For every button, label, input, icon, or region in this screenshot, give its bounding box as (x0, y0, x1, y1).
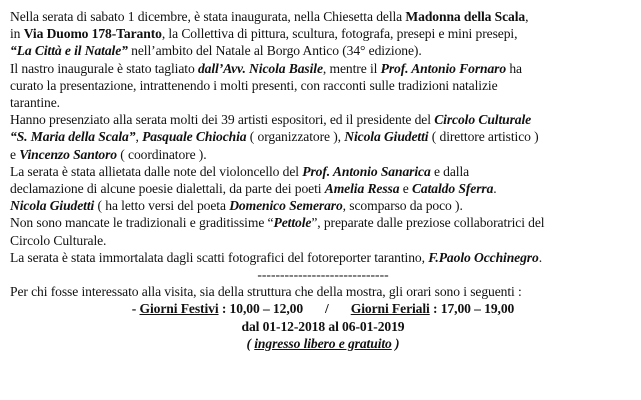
text-run: Il nastro inaugurale è stato tagliato (10, 60, 198, 76)
text-line (10, 128, 636, 145)
text-run: La serata è stata immortalata dagli scatti fotografici del fotoreporter tarantino, (10, 249, 429, 265)
exhibition-title: “La Città e il Natale” (10, 43, 128, 59)
opening-hours (10, 300, 636, 317)
weekdays-hours: : 17,00 – 19,00 (429, 301, 515, 317)
organization-name: “S. Maria della Scala” (10, 129, 136, 145)
visit-intro: Per chi fosse interessato alla visita, sia della struttura che della mostra, gli orari sono i seguenti : (10, 284, 522, 300)
text-line (10, 180, 636, 197)
text-line (10, 249, 636, 266)
text-run: ”, preparate dalle preziose collaboratrici del (311, 215, 545, 231)
text-run: Nella serata di sabato 1 dicembre, è stata inaugurata, nella Chiesetta della (10, 9, 406, 24)
text-run: ( ha letto versi del poeta (94, 198, 230, 214)
entry-note (10, 335, 636, 352)
holidays-hours: : 10,00 – 12,00 (218, 301, 304, 317)
text-run: e (10, 146, 20, 162)
person-name: Amelia Ressa (324, 181, 400, 197)
text-line (10, 146, 636, 163)
venue-address: Via Duomo 178-Taranto (23, 26, 162, 42)
text-line (10, 25, 636, 42)
text-line: Circolo Culturale. (10, 232, 107, 248)
person-name: Nicola Giudetti (10, 198, 95, 214)
paragraph-photographer (10, 249, 636, 266)
text-run: , la Collettiva di pittura, scultura, fotografa, presepi e mini presepi, (161, 26, 518, 42)
person-name: Prof. Antonio Sanarica (302, 163, 431, 179)
person-name: Pasquale Chiochia (142, 129, 247, 145)
text-line (10, 163, 636, 180)
text-line (10, 42, 636, 59)
text-run: Non sono mancate le tradizionali e graditissime “ (10, 215, 274, 231)
text-run: . (493, 181, 497, 197)
person-name: Prof. Antonio Fornaro (380, 60, 507, 76)
person-name: Cataldo Sferra (411, 181, 494, 197)
organization-name: Circolo Culturale (434, 112, 532, 128)
paragraph-music-poetry (10, 163, 636, 215)
free-entry-label: ingresso libero e gratuito (254, 335, 392, 351)
hours-divider: / (325, 301, 329, 317)
text-run: nell’ambito del Natale al Borgo Antico (34° edizione). (127, 43, 422, 59)
paragraph-inauguration (10, 8, 636, 60)
text-run: ( (246, 335, 255, 351)
text-run: e (399, 181, 412, 197)
text-line: tarantine. (10, 95, 60, 111)
text-run: ) (391, 335, 400, 351)
person-name: Nicola Giudetti (344, 129, 429, 145)
person-name: Domenico Semeraro (229, 198, 343, 214)
text-line (10, 8, 636, 25)
text-run: ( coordinatore ). (116, 146, 207, 162)
paragraph-attendees (10, 111, 636, 163)
text-line (10, 214, 636, 231)
text-run: - (131, 301, 140, 317)
separator-line: ----------------------------- (257, 267, 389, 283)
exhibition-dates: dal 01-12-2018 al 06-01-2019 (241, 318, 405, 334)
text-run: Hanno presenziato alla serata molti dei 39 artisti espositori, ed il presidente del (10, 112, 435, 128)
paragraph-pettole (10, 214, 636, 248)
venue-name: Madonna della Scala (405, 9, 526, 24)
text-run: ( organizzatore ), (246, 129, 345, 145)
text-run: ( direttore artistico ) (428, 129, 539, 145)
text-run: , scomparso da poco ). (342, 198, 463, 214)
text-run: , (525, 9, 529, 24)
text-run: ha (506, 60, 522, 76)
paragraph-ribbon-cutting (10, 60, 636, 112)
person-name: F.Paolo Occhinegro (428, 249, 539, 265)
text-run: in (10, 26, 24, 42)
visit-info (10, 283, 636, 352)
weekdays-label: Giorni Feriali (350, 301, 430, 317)
person-name: dall’Avv. Nicola Basile (197, 60, 323, 76)
text-run: La serata è stata allietata dalle note del violoncello del (10, 163, 303, 179)
text-run: , mentre il (322, 60, 381, 76)
food-name: Pettole (273, 215, 312, 231)
holidays-label: Giorni Festivi (139, 301, 219, 317)
text-run: e dalla (430, 163, 470, 179)
text-line (10, 111, 636, 128)
text-line (10, 60, 636, 77)
text-run: declamazione di alcune poesie dialettali, da parte dei poeti (10, 181, 325, 197)
person-name: Vincenzo Santoro (19, 146, 117, 162)
text-line: curato la presentazione, intrattenendo i molti presenti, con racconti sulle tradizioni natalizie (10, 77, 498, 93)
text-run: . (538, 249, 543, 265)
text-line (10, 197, 636, 214)
text-run: , (135, 129, 143, 145)
document-body (10, 8, 636, 352)
